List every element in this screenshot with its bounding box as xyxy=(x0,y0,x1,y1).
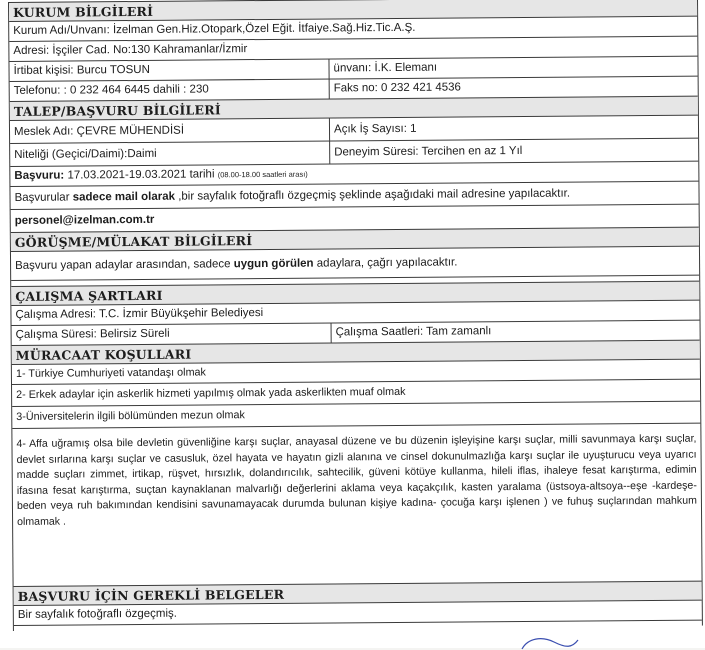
email-address[interactable]: personel@izelman.com.tr xyxy=(14,213,155,227)
irtibat-kisisi: İrtibat kişisi: Burcu TOSUN xyxy=(9,59,329,81)
belge-1: Bir sayfalık fotoğraflı özgeçmiş. xyxy=(17,607,178,621)
deneyim-suresi: Deneyim Süresi: Tercihen en az 1 Yıl xyxy=(334,144,523,159)
section-header-gorusme: GÖRÜŞME/MÜLAKAT BİLGİLERİ xyxy=(11,227,699,251)
irtibat-unvani: ünvanı: İ.K. Elemanı xyxy=(333,61,438,75)
section-header-kurum: KURUM BİLGİLERİ xyxy=(9,0,697,21)
kosul-2: 2- Erkek adaylar için askerlik hizmeti yapılmış olmak yada askerlikten muaf olmak xyxy=(16,385,406,401)
meslek-adi: Meslek Adı: ÇEVRE MÜHENDİSİ xyxy=(10,118,330,143)
telefon: Telefonu: : 0 232 464 6445 dahili : 230 xyxy=(10,79,330,101)
calisma-adresi: Çalışma Adresi: T.C. İzmir Büyükşehir Belediyesi xyxy=(15,307,264,321)
section-header-muracaat: MÜRACAAT KOŞULLARI xyxy=(12,340,700,364)
section-header-calisma: ÇALIŞMA ŞARTLARI xyxy=(11,281,699,305)
kurum-unvan: Kurum Adı/Unvanı: İzelman Gen.Hiz.Otopark,Özel Eğit. İtfaiye.Sağ.Hiz.Tic.A.Ş. xyxy=(13,21,416,37)
basvuru-tarihi: Başvuru: 17.03.2021-19.03.2021 tarihi (08.00-18.00 saatleri arası) xyxy=(14,168,308,182)
faks: Faks no: 0 232 421 4536 xyxy=(333,81,461,95)
acik-is-sayisi: Açık İş Sayısı: 1 xyxy=(333,122,417,136)
gorusme-text: Başvuru yapan adaylar arasından, sadece uygun görülen adaylara, çağrı yapılacaktır. xyxy=(15,256,458,272)
kosul-3: 3-Üniversitelerin ilgili bölümünden mezun olmak xyxy=(16,409,245,423)
niteligi: Niteliği (Geçici/Daimi):Daimi xyxy=(10,141,330,166)
basvuru-yontemi: Başvurular sadece mail olarak ,bir sayfalık fotoğraflı özgeçmiş şeklinde aşağıdaki mail adresine yapılacaktır. xyxy=(14,187,571,204)
job-posting-form xyxy=(8,0,703,631)
section-header-belgeler: BAŞVURU İÇİN GEREKLİ BELGELER xyxy=(14,581,702,605)
calisma-suresi: Çalışma Süresi: Belirsiz Süreli xyxy=(12,323,332,345)
kosul-4: 4- Affa uğramış olsa bile devletin güvenliğine karşı suçlar, anayasal düzene ve bu düzenin işleyişine karşı suçlar, milli savunmaya karşı suçlar, devlet sırlarına karşı suçlar ve casusluk, özel hayata ve hayatın gizli alanına ve cinsel dokunulmazlığa karşı suçlar ile uyuşturucu veya uyarıcı madde suçları zimmet, irtikap, rüşvet, hırsızlık, dolandırıcılık, sahtecilik, güveni kötüye kullanma, hileli iflas, ihaleye fesat karıştırma, edimin ifasına fesat karıştırma, suçtan kaynaklanan malvarlığı değerlerini aklama veya kaçakçılık, kasten yaralama (üstsoya-altsoya--eşe -kardeşe-beden veya ruh bakımından kendisini savunamayacak durumda bulunan kişiye kadına- çocuğa karşı işlenen ) ve fuhuş suçlarından mahkum olmamak . xyxy=(16,432,697,528)
calisma-saatleri: Çalışma Saatleri: Tam zamanlı xyxy=(335,325,492,339)
section-header-talep: TALEP/BAŞVURU BİLGİLERİ xyxy=(10,96,698,120)
kurum-adres: Adresi: İşçiler Cad. No:130 Kahramanlar/İzmir xyxy=(13,43,248,57)
kosul-1: 1- Türkiye Cumhuriyeti vatandaşı olmak xyxy=(15,366,206,380)
